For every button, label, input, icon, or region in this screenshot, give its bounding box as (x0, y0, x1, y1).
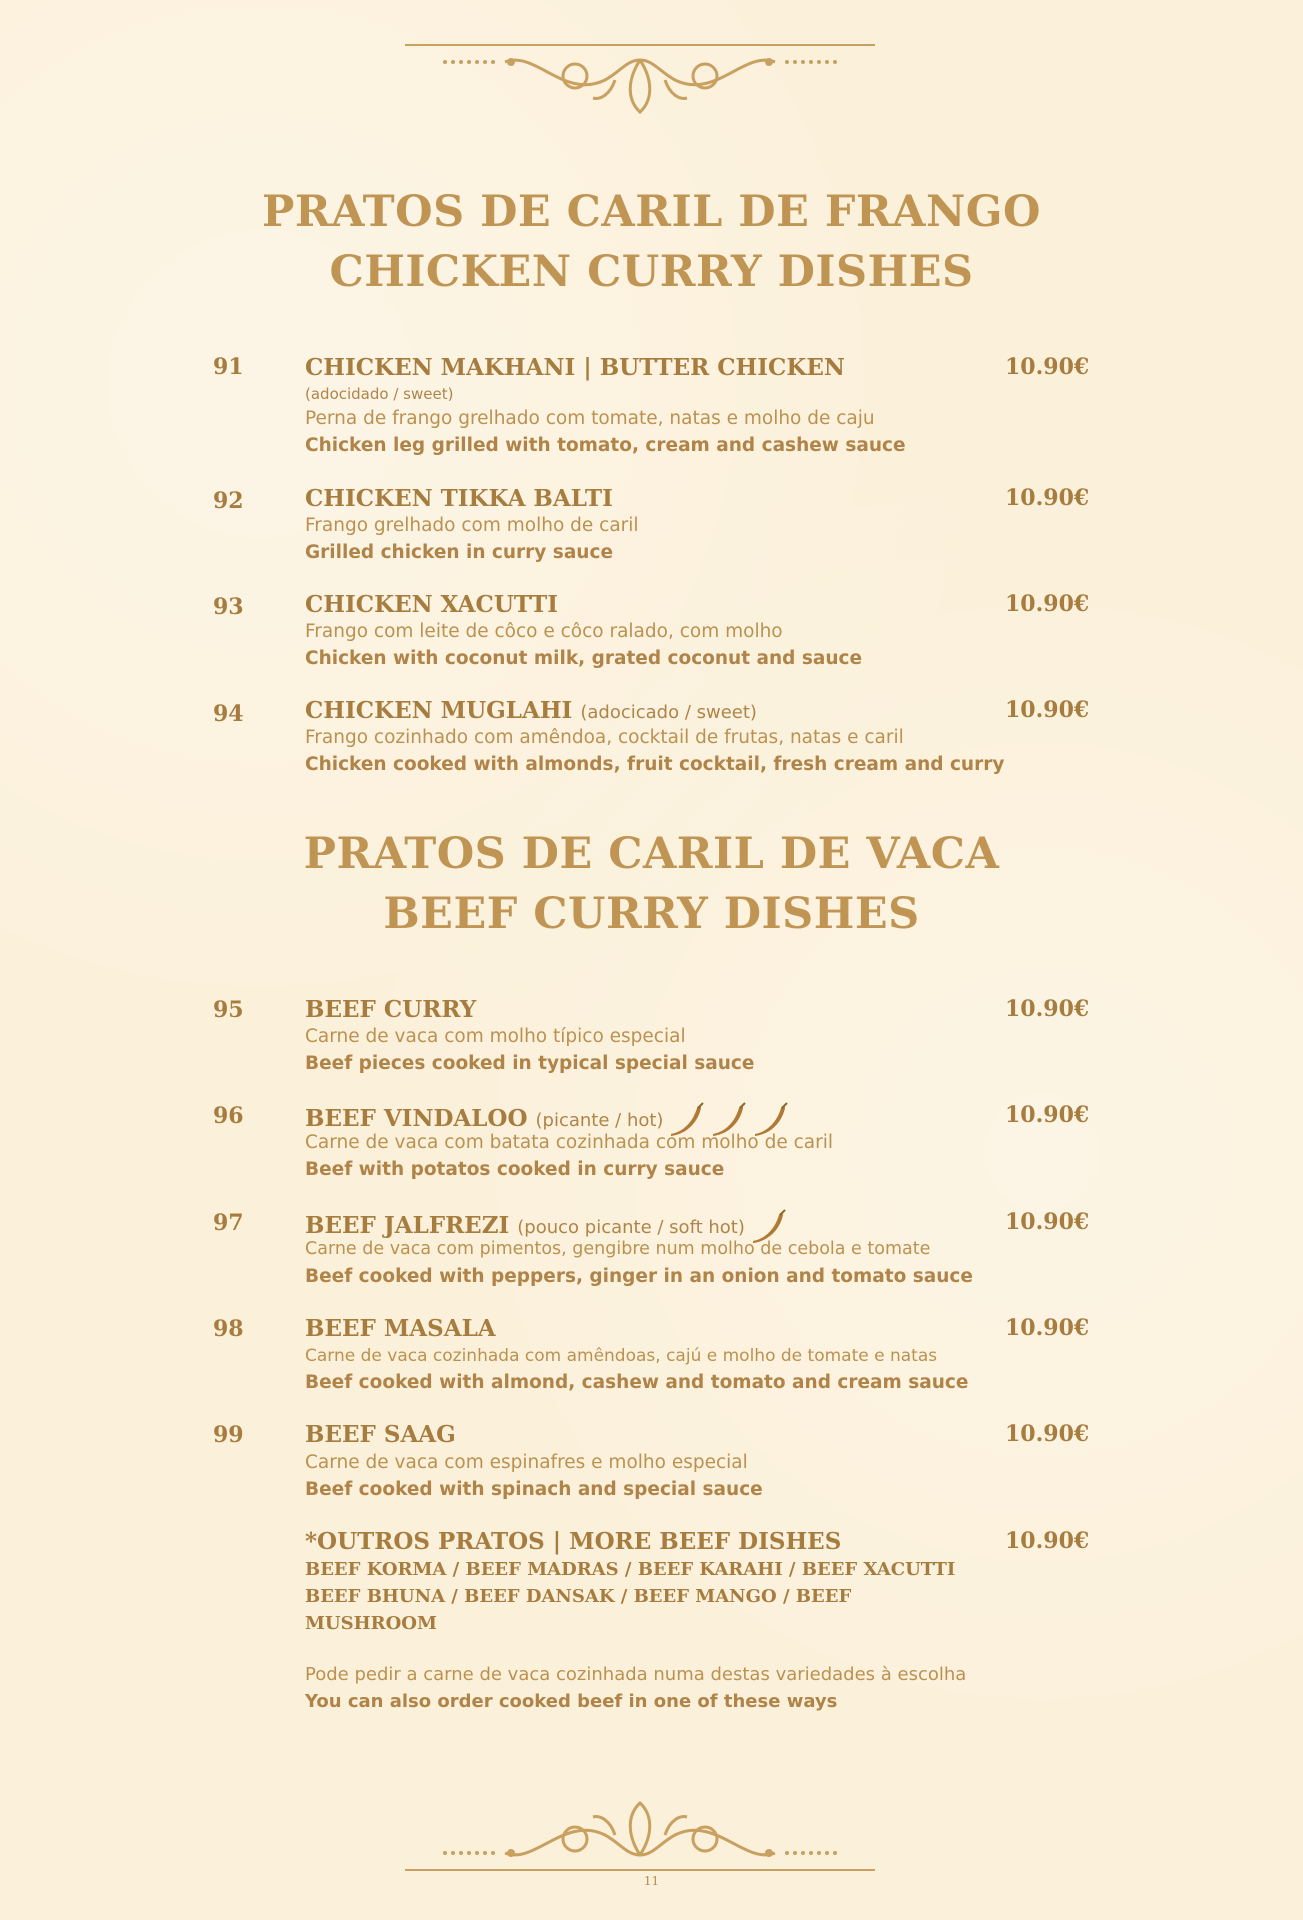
item-name: BEEF CURRY (305, 996, 477, 1023)
section-title-en: BEEF CURRY DISHES (383, 889, 920, 939)
item-number: 96 (213, 1103, 244, 1129)
item-price: 10.90€ (1005, 591, 1090, 617)
top-ornament-icon (405, 40, 875, 125)
item-name-text: CHICKEN MUGLAHI (305, 697, 573, 724)
item-name: CHICKEN MAKHANI | BUTTER CHICKEN (305, 354, 845, 381)
item-description-pt: Frango com leite de côco e côco ralado, com molho (305, 621, 783, 642)
item-price: 10.90€ (1005, 1315, 1090, 1341)
item-note: (pouco picante / soft hot) (517, 1217, 745, 1238)
item-price: 10.90€ (1005, 1102, 1090, 1128)
page-number: 11 (643, 1874, 660, 1888)
item-price: 10.90€ (1005, 1209, 1090, 1235)
item-description-en: Beef with potatos cooked in curry sauce (305, 1159, 725, 1180)
item-price: 10.90€ (1005, 996, 1090, 1022)
item-description-en: Beef cooked with almond, cashew and tomato and cream sauce (305, 1372, 969, 1393)
section-title-pt: PRATOS DE CARIL DE VACA (303, 829, 1000, 879)
footnote-en: You can also order cooked beef in one of these ways (305, 1691, 838, 1712)
item-description-pt: Frango cozinhado com amêndoa, cocktail de frutas, natas e caril (305, 727, 904, 748)
item-description-pt: Perna de frango grelhado com tomate, natas e molho de caju (305, 408, 875, 429)
item-number: 93 (213, 594, 244, 620)
item-description-pt: Carne de vaca com batata cozinhada com molho de caril (305, 1132, 834, 1153)
item-name: BEEF SAAG (305, 1421, 456, 1448)
item-description-pt: Carne de vaca com espinafres e molho especial (305, 1452, 748, 1473)
item-price: 10.90€ (1005, 697, 1090, 723)
item-name-text: BEEF VINDALOO (305, 1105, 528, 1132)
item-description-pt: Carne de vaca com molho típico especial (305, 1026, 686, 1047)
item-description-en: Chicken leg grilled with tomato, cream and cashew sauce (305, 435, 906, 456)
item-name (305, 697, 1005, 724)
item-description-en: Grilled chicken in curry sauce (305, 542, 613, 563)
item-number: 92 (213, 488, 244, 514)
item-description-pt: Carne de vaca cozinhada com amêndoas, cajú e molho de tomate e natas (305, 1346, 938, 1366)
item-name-text: BEEF JALFREZI (305, 1212, 510, 1239)
item-number: 99 (213, 1422, 244, 1448)
item-price: 10.90€ (1005, 485, 1090, 511)
item-price: 10.90€ (1005, 1421, 1090, 1447)
item-description-en: Chicken with coconut milk, grated coconut and sauce (305, 648, 863, 669)
item-note: (adocicado / sweet) (580, 702, 757, 723)
bottom-ornament-icon (405, 1795, 875, 1875)
item-name: CHICKEN TIKKA BALTI (305, 485, 613, 512)
item-description-en: Chicken cooked with almonds, fruit cocktail, fresh cream and curry (305, 754, 1005, 775)
item-price: 10.90€ (1005, 354, 1090, 380)
item-description-en: Beef cooked with peppers, ginger in an onion and tomato sauce (305, 1266, 973, 1287)
more-dishes-line: MUSHROOM (305, 1613, 437, 1634)
item-subnote: (adocidado / sweet) (305, 385, 454, 403)
item-number: 98 (213, 1316, 244, 1342)
item-description-pt: Carne de vaca com pimentos, gengibre num molho de cebola e tomate (305, 1239, 931, 1259)
item-number: 94 (213, 701, 244, 727)
footnote-pt: Pode pedir a carne de vaca cozinhada numa destas variedades à escolha (305, 1664, 967, 1685)
section-title-pt: PRATOS DE CARIL DE FRANGO (262, 187, 1041, 237)
item-price: 10.90€ (1005, 1528, 1090, 1554)
item-description-en: Beef pieces cooked in typical special sauce (305, 1053, 755, 1074)
section-title-en: CHICKEN CURRY DISHES (329, 247, 974, 297)
item-note: (picante / hot) (535, 1110, 664, 1131)
more-dishes-line: BEEF KORMA / BEEF MADRAS / BEEF KARAHI / BEEF XACUTTI (305, 1559, 956, 1580)
item-description-pt: Frango grelhado com molho de caril (305, 515, 639, 536)
item-name: BEEF MASALA (305, 1315, 496, 1342)
item-description-en: Beef cooked with spinach and special sauce (305, 1479, 763, 1500)
more-dishes-title: *OUTROS PRATOS | MORE BEEF DISHES (305, 1528, 842, 1555)
item-number: 97 (213, 1210, 244, 1236)
item-number: 91 (213, 354, 244, 380)
more-dishes-line: BEEF BHUNA / BEEF DANSAK / BEEF MANGO / BEEF (305, 1586, 852, 1607)
item-name: CHICKEN XACUTTI (305, 591, 559, 618)
item-number: 95 (213, 997, 244, 1023)
